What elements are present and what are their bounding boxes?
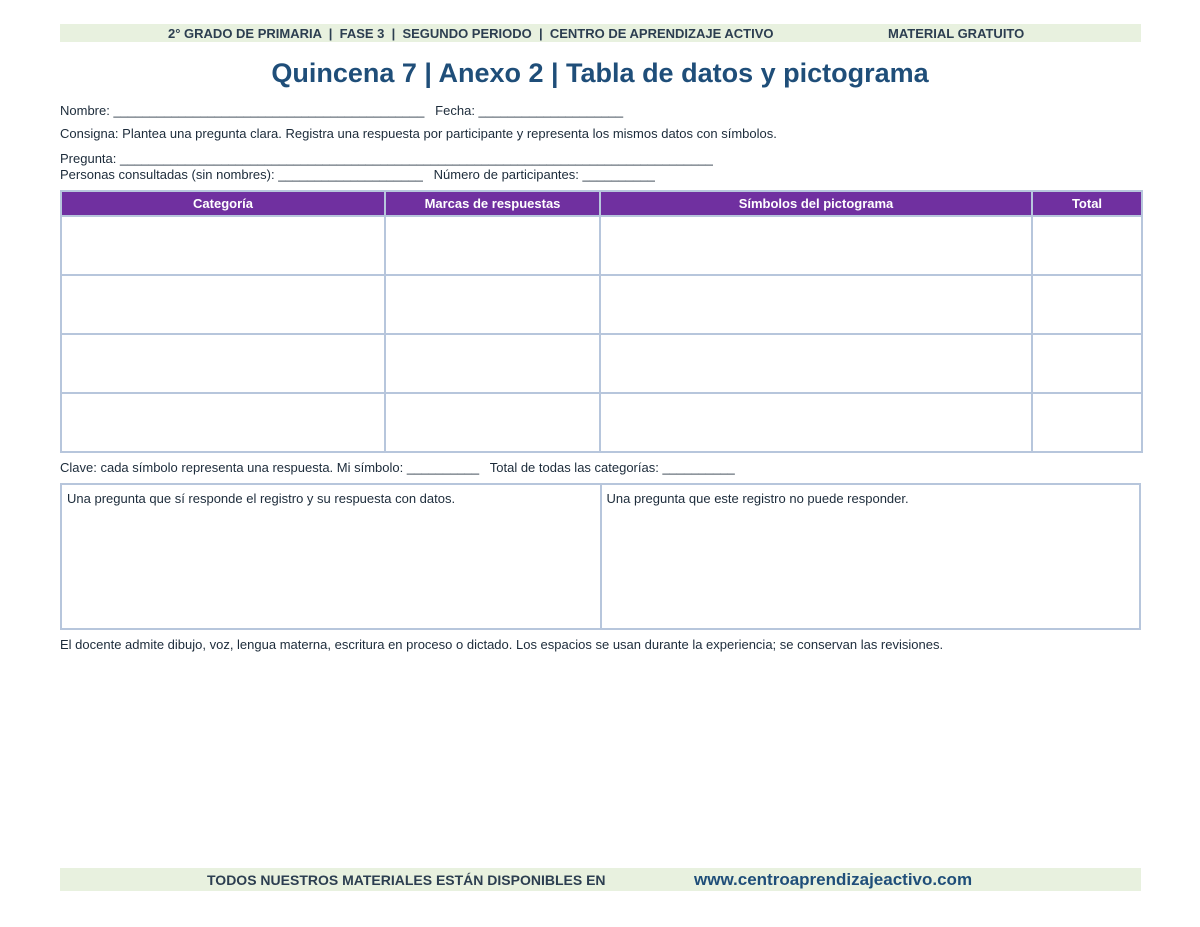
category-cell[interactable] (61, 393, 385, 452)
footer-website-link[interactable]: www.centroaprendizajeactivo.com (694, 869, 973, 889)
category-cell[interactable] (61, 334, 385, 393)
tally-cell[interactable] (385, 275, 600, 334)
total-cell[interactable] (1032, 334, 1142, 393)
header-free-material: MATERIAL GRATUITO (888, 25, 1025, 41)
tally-cell[interactable] (385, 216, 600, 275)
data-table (60, 190, 1143, 453)
table-header-row (61, 191, 1142, 216)
key-line[interactable]: Clave: cada símbolo representa una respuesta. Mi símbolo: __________ Total de todas las categorías: __________ (60, 460, 735, 475)
question-line[interactable]: Pregunta: __________________________________________________________________________________ (60, 151, 713, 166)
symbols-cell[interactable] (600, 216, 1032, 275)
table-row (61, 216, 1142, 275)
header-tally: Marcas de respuestas (385, 191, 600, 216)
unanswerable-question-label: Una pregunta que este registro no puede responder. (606, 491, 909, 506)
table-row (61, 393, 1142, 452)
unanswerable-question-box[interactable] (600, 485, 1140, 628)
table-row (61, 275, 1142, 334)
people-line[interactable]: Personas consultadas (sin nombres): ____________________ Número de participantes: __________ (60, 167, 655, 182)
instruction-text: Consigna: Plantea una pregunta clara. Registra una respuesta por participante y representa los mismos datos con símbolos. (60, 126, 777, 141)
category-cell[interactable] (61, 275, 385, 334)
question-boxes (60, 483, 1141, 630)
header-symbols: Símbolos del pictograma (600, 191, 1032, 216)
tally-cell[interactable] (385, 334, 600, 393)
category-cell[interactable] (61, 216, 385, 275)
total-cell[interactable] (1032, 216, 1142, 275)
symbols-cell[interactable] (600, 393, 1032, 452)
footer-banner (60, 868, 1141, 891)
symbols-cell[interactable] (600, 334, 1032, 393)
total-cell[interactable] (1032, 275, 1142, 334)
answerable-question-label: Una pregunta que sí responde el registro y su respuesta con datos. (67, 491, 456, 506)
teacher-note: El docente admite dibujo, voz, lengua materna, escritura en proceso o dictado. Los espacios se usan durante la experiencia; se conservan las revisiones. (60, 637, 944, 652)
tally-cell[interactable] (385, 393, 600, 452)
header-total: Total (1032, 191, 1142, 216)
symbols-cell[interactable] (600, 275, 1032, 334)
footer-text: TODOS NUESTROS MATERIALES ESTÁN DISPONIBLES EN (207, 871, 606, 888)
header-info: 2° GRADO DE PRIMARIA | FASE 3 | SEGUNDO PERIODO | CENTRO DE APRENDIZAJE ACTIVO (168, 25, 774, 41)
table-row (61, 334, 1142, 393)
header-category: Categoría (61, 191, 385, 216)
page-title: Quincena 7 | Anexo 2 | Tabla de datos y pictograma (271, 58, 929, 88)
answerable-question-box[interactable] (62, 485, 600, 628)
name-date-line[interactable]: Nombre: ___________________________________________ Fecha: ____________________ (60, 103, 624, 118)
total-cell[interactable] (1032, 393, 1142, 452)
header-banner (60, 24, 1141, 42)
